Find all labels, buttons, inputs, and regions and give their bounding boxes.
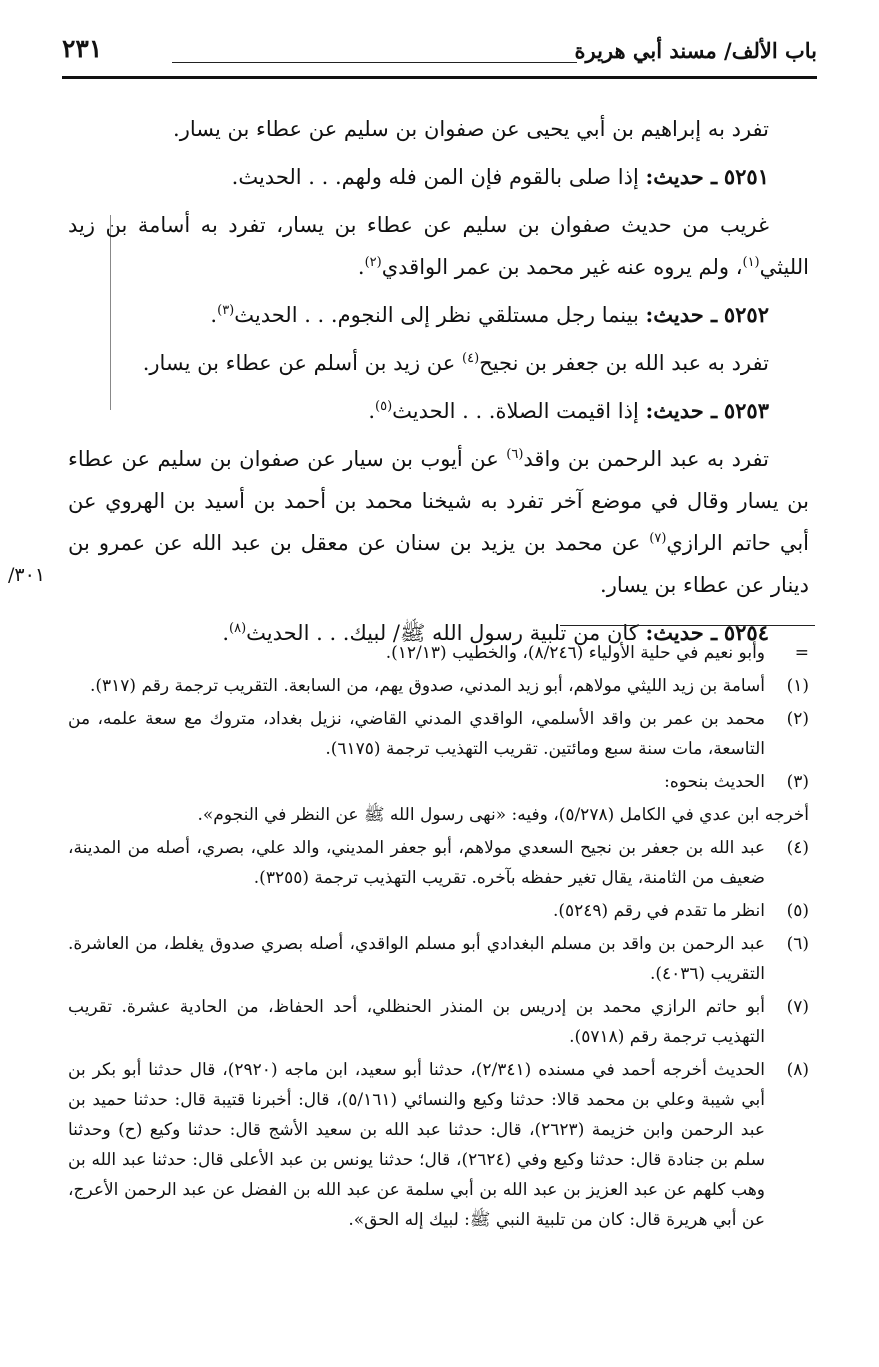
- footnote-number: (٣): [786, 772, 809, 792]
- paragraph-3: [68, 342, 809, 384]
- footnote-1: [68, 671, 809, 701]
- page-number: ٢٣١: [62, 34, 103, 63]
- footnote-3-continuation: أخرجه ابن عدي في الكامل (٥/٢٧٨)، وفيه: «نهى رسول الله ﷺ عن النظر في النجوم».: [197, 805, 809, 825]
- footnotes: [68, 638, 809, 1238]
- footnote-ref-3: (٣): [217, 303, 235, 318]
- footnote-number: (٧): [786, 997, 809, 1017]
- page-header: [62, 30, 817, 70]
- paragraph-3-a: تفرد به عبد الله بن جعفر بن نجيح: [479, 351, 769, 375]
- footnote-ref-1: (١): [742, 255, 760, 270]
- paragraph-2-a: غريب من حديث صفوان بن سليم عن عطاء بن يسار، تفرد به أسامة بن زيد الليثي: [68, 213, 809, 279]
- hadith-end: .: [210, 303, 218, 327]
- footnote-5: [68, 896, 809, 926]
- footnote-text: الحديث أخرجه أحمد في مسنده (٢/٣٤١)، حدثنا أبو سعيد، ابن ماجه (٢٩٢٠)، قال حدثنا أبو بكر بن أبي شيبة وعلي بن محمد قالا: حدثنا وكيع والنسائي (٥/١٦١)، قال: أخبرنا قتيبة قال: حدثنا حميد بن عبد الرحمن وابن خزيمة (٢٦٢٣)، قال: حدثنا عبد الله بن سعيد الأشج قال: حدثنا وكيع (ح) وحدثنا سلم بن جنادة قال: حدثنا وكيع وفي (٢٦٢٤)، قال؛ حدثنا يونس بن عبد الأعلى قال: حدثنا عبد الله بن وهب كلهم عن عبد العزيز بن عبد الله بن أبي سلمة عن عبد الله بن الفضل عن عبد الرحمن الأعرج، عن أبي هريرة قال: كان من تلبية النبي ﷺ: لبيك إله الحق».: [68, 1060, 765, 1230]
- footnote-number: (٤): [786, 838, 809, 858]
- footnote-8: [68, 1055, 809, 1235]
- footnote-ref-5: (٥): [375, 399, 393, 414]
- hadith-end: .: [368, 399, 376, 423]
- main-text: [68, 108, 809, 660]
- footnote-text: وأبو نعيم في حلية الأولياء (٨/٢٤٦)، والخطيب (١٢/١٣).: [385, 643, 765, 663]
- footnote-7: [68, 992, 809, 1052]
- footnote-2: [68, 704, 809, 764]
- footnote-ref-6: (٦): [506, 447, 524, 462]
- footnote-3: [68, 767, 809, 797]
- hadith-label: ـ حديث:: [645, 620, 718, 645]
- hadith-end: .: [222, 621, 229, 645]
- hadith-label: ـ حديث:: [645, 302, 718, 327]
- hadith-number: ٥٢٥٣: [723, 398, 769, 423]
- paragraph-2-b: ، ولم يروه عنه غير محمد بن عمر الواقدي: [381, 255, 743, 279]
- hadith-text: بينما رجل مستلقي نظر إلى النجوم. . . الحديث: [234, 303, 639, 327]
- hadith-text: كان من تلبية رسول الله ﷺ/ لبيك. . . الحديث: [246, 621, 639, 645]
- paragraph-1: تفرد به إبراهيم بن أبي يحيى عن صفوان بن سليم عن عطاء بن يسار.: [173, 117, 769, 141]
- footnote-text: انظر ما تقدم في رقم (٥٢٤٩).: [552, 901, 765, 921]
- header-dash-line: [172, 62, 577, 63]
- hadith-5253: [68, 390, 809, 432]
- footnote-separator: [560, 625, 815, 626]
- footnote-text: عبد الله بن جعفر بن نجيح السعدي مولاهم، أبو جعفر المديني، والد علي، بصري، أصله من المدينة، ضعيف من الثامنة، يقال تغير حفظه بآخره. تقريب التهذيب ترجمة (٣٢٥٥).: [68, 838, 765, 888]
- footnote-ref-2: (٢): [364, 255, 382, 270]
- footnote-ref-4: (٤): [462, 351, 480, 366]
- paragraph-4: [68, 438, 809, 606]
- hadith-5252: [68, 294, 809, 336]
- footnote-text: محمد بن عمر بن واقد الأسلمي، الواقدي المدني القاضي، نزيل بغداد، متروك مع سعة علمه، من التاسعة، مات سنة سبع ومائتين. تقريب التهذيب ترجمة (٦١٧٥).: [68, 709, 765, 759]
- paragraph-4-a: تفرد به عبد الرحمن بن واقد: [523, 447, 769, 471]
- footnote-number: (١): [786, 676, 809, 696]
- paragraph-2: [68, 204, 809, 288]
- footnote-continuation: [68, 638, 809, 668]
- paragraph-4-b: عن أيوب بن سيار عن صفوان بن سليم عن عطاء بن يسار وقال في موضع آخر تفرد به شيخنا محمد بن أحمد بن أسيد بن الهروي عن أبي حاتم الرازي: [68, 447, 810, 555]
- footnote-4: [68, 833, 809, 893]
- hadith-number: ٥٢٥٤: [723, 620, 769, 645]
- footnote-text: أسامة بن زيد الليثي مولاهم، أبو زيد المدني، صدوق يهم، من السابعة. التقريب ترجمة رقم (٣١٧).: [89, 676, 765, 696]
- paragraph-3-b: عن زيد بن أسلم عن عطاء بن يسار.: [142, 351, 462, 375]
- margin-page-reference: ٣٠١/: [8, 564, 46, 586]
- footnote-number: (٥): [786, 901, 809, 921]
- running-title: باب الألف/ مسند أبي هريرة: [574, 38, 817, 63]
- paragraph-4-c: عن محمد بن يزيد بن سنان عن معقل بن عبد الله عن عمرو بن دينار عن عطاء بن يسار.: [68, 531, 809, 597]
- hadith-number: ٥٢٥١: [723, 164, 769, 189]
- hadith-label: ـ حديث:: [645, 164, 718, 189]
- hadith-number: ٥٢٥٢: [723, 302, 769, 327]
- footnote-number: (٨): [786, 1060, 809, 1080]
- hadith-text: إذا صلى بالقوم فإن المن فله ولهم. . . الحديث.: [231, 165, 639, 189]
- footnote-ref-8: (٨): [229, 621, 247, 636]
- hadith-label: ـ حديث:: [645, 398, 718, 423]
- footnote-number: (٢): [786, 709, 809, 729]
- hadith-5251: [68, 156, 809, 198]
- hadith-text: إذا اقيمت الصلاة. . . الحديث: [392, 399, 639, 423]
- footnote-number: (٦): [786, 934, 809, 954]
- footnote-number: =: [794, 643, 809, 663]
- footnote-text: عبد الرحمن بن واقد بن مسلم البغدادي أبو مسلم الواقدي، أصله بصري صدوق يغلط، من العاشرة. التقريب (٤٠٣٦).: [68, 934, 765, 984]
- footnote-text: الحديث بنحوه:: [664, 772, 765, 792]
- footnote-text: أبو حاتم الرازي محمد بن إدريس بن المنذر الحنظلي، أحد الحفاظ، من الحادية عشرة. تقريب التهذيب ترجمة رقم (٥٧١٨).: [68, 997, 765, 1047]
- header-rule: [62, 76, 817, 79]
- paragraph-2-c: .: [357, 255, 365, 279]
- footnote-6: [68, 929, 809, 989]
- footnote-ref-7: (٧): [649, 531, 667, 546]
